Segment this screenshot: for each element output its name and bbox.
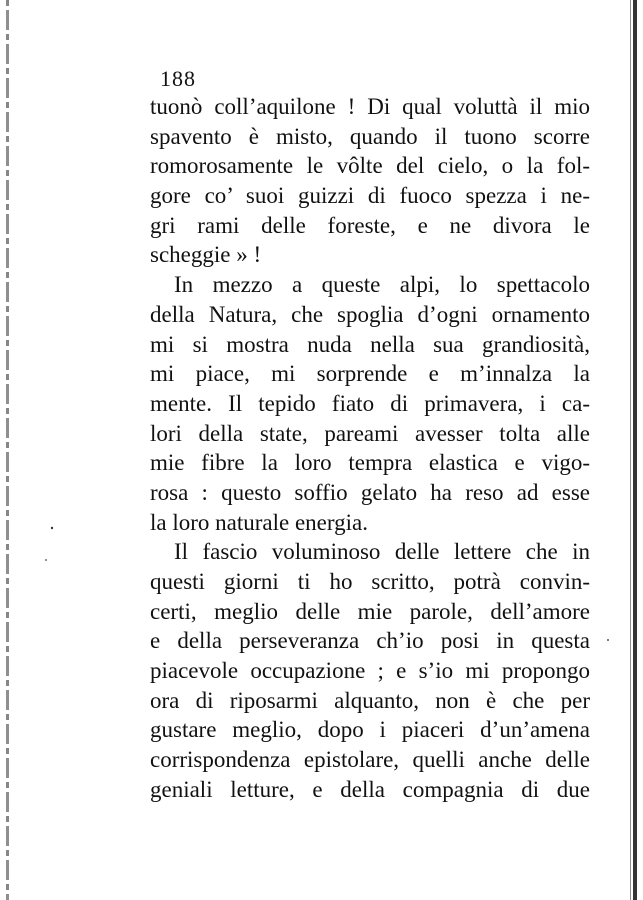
text-line: e della perseveranza ch’io posi in questa <box>150 628 590 654</box>
text-line: mie fibre la loro tempra elastica e vigo- <box>150 450 590 476</box>
text-line: gri rami delle foreste, e ne divora le <box>150 212 590 238</box>
text-line: tuonò coll’aquilone ! Di qual voluttà il mio <box>150 94 590 119</box>
text-line: piacevole occupazione ; e s’io mi propongo <box>150 658 590 684</box>
text-line: la loro naturale energia. <box>150 509 368 535</box>
text-line: Il fascio voluminoso delle lettere che in <box>174 539 590 565</box>
text-line: geniali letture, e della compagnia di due <box>150 776 590 802</box>
text-line: mente. Il tepido fiato di primavera, i ca- <box>150 390 590 416</box>
text-line: mi piace, mi sorprende e m’innalza la <box>150 361 590 387</box>
text-line: della Natura, che spoglia d’ogni ornamento <box>150 301 590 327</box>
text-line: spavento è misto, quando il tuono scorre <box>150 123 590 149</box>
text-line: corrispondenza epistolare, quelli anche delle <box>150 747 590 773</box>
text-line: certi, meglio delle mie parole, dell’amore <box>150 598 590 624</box>
text-line: rosa : questo soffio gelato ha reso ad esse <box>150 479 590 505</box>
paragraph <box>150 92 590 270</box>
text-line: gore co’ suoi guizzi di fuoco spezza i ne- <box>150 183 590 209</box>
text-line: mi si mostra nuda nella sua grandiosità, <box>150 331 590 357</box>
text-line: lori della state, pareami avesser tolta alle <box>150 420 590 446</box>
text-line: questi giorni ti ho scritto, potrà convin- <box>150 569 590 594</box>
text-line: gustare meglio, dopo i piaceri d’un’amena <box>150 717 590 743</box>
text-line: In mezzo a queste alpi, lo spettacolo <box>174 272 590 298</box>
body-text <box>150 92 590 805</box>
paragraph <box>150 270 590 537</box>
text-line: romorosamente le vôlte del cielo, o la fol- <box>150 153 590 179</box>
paragraph <box>150 537 590 804</box>
text-line: scheggie » ! <box>150 242 262 268</box>
text-line: ora di riposarmi alquanto, non è che per <box>150 687 590 713</box>
page-number: 188 <box>160 66 196 91</box>
